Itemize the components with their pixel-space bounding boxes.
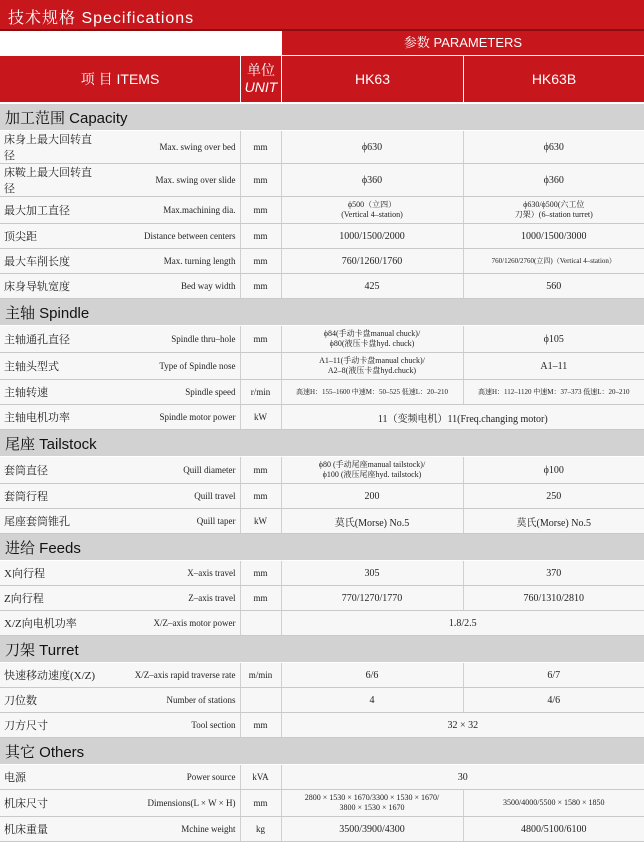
row-label-cn: 主轴通孔直径 [0, 326, 100, 353]
row-label-cn: 机床重量 [0, 817, 100, 842]
row-label-cn: 主轴头型式 [0, 353, 100, 380]
row-label-en: X–axis travel [100, 561, 240, 586]
row-label-cn: 电源 [0, 765, 100, 790]
section-title: 刀架 Turret [0, 636, 644, 663]
value-line: 刀架）(6–station turret) [514, 210, 593, 219]
value-hk63: 305 [281, 561, 463, 586]
table-row [0, 790, 644, 817]
table-row [0, 274, 644, 299]
row-label-en: Quill taper [100, 509, 240, 534]
row-unit: mm [240, 561, 281, 586]
row-label-en: Z–axis travel [100, 586, 240, 611]
row-unit: mm [240, 326, 281, 353]
table-row [0, 457, 644, 484]
row-label-en: Distance between centers [100, 224, 240, 249]
value-line: A1–11(手动卡盘manual chuck)/ [319, 356, 425, 365]
row-label-en: X/Z–axis motor power [100, 611, 240, 636]
row-label-cn: X向行程 [0, 561, 100, 586]
row-unit: mm [240, 131, 281, 164]
row-unit: mm [240, 197, 281, 224]
value-hk63 [281, 197, 463, 224]
value-hk63b: ϕ100 [463, 457, 644, 484]
value-hk63 [281, 457, 463, 484]
row-label-cn: 套筒行程 [0, 484, 100, 509]
value-hk63: 6/6 [281, 663, 463, 688]
value-hk63: 3500/3900/4300 [281, 817, 463, 842]
value-line: 2800 × 1530 × 1670/3300 × 1530 × 1670/ [304, 793, 440, 802]
table-row [0, 713, 644, 738]
row-unit: kg [240, 817, 281, 842]
value-hk63b: 4/6 [463, 688, 644, 713]
row-label-en: Quill diameter [100, 457, 240, 484]
page-title: 技术规格 Specifications [8, 10, 195, 27]
row-label-cn: 主轴转速 [0, 380, 100, 405]
value-hk63b: 6/7 [463, 663, 644, 688]
value-hk63b: 3500/4000/5500 × 1580 × 1850 [463, 790, 644, 817]
row-label-en: Type of Spindle nose [100, 353, 240, 380]
value-hk63b: 莫氏(Morse) No.5 [463, 509, 644, 534]
row-label-cn: 机床尺寸 [0, 790, 100, 817]
section-spindle [0, 299, 644, 326]
row-label-en: Max. swing over bed [100, 131, 240, 164]
table-row [0, 224, 644, 249]
table-row [0, 326, 644, 353]
model-b-header: HK63B [531, 71, 577, 87]
value-hk63b: 760/1310/2810 [463, 586, 644, 611]
row-label-cn: 刀位数 [0, 688, 100, 713]
value-hk63: 770/1270/1770 [281, 586, 463, 611]
section-title: 其它 Others [0, 738, 644, 765]
unit-header-cn: 单位 [247, 62, 275, 78]
row-label-cn: 床身上最大回转直径 [0, 131, 100, 164]
row-unit: mm [240, 484, 281, 509]
row-unit: mm [240, 274, 281, 299]
value-hk63 [281, 353, 463, 380]
model-a-header: HK63 [354, 71, 391, 87]
row-label-en: Max.machining dia. [100, 197, 240, 224]
row-unit [240, 353, 281, 380]
row-label-cn: 顶尖距 [0, 224, 100, 249]
table-row [0, 561, 644, 586]
row-label-cn: Z向行程 [0, 586, 100, 611]
row-unit: m/min [240, 663, 281, 688]
table-row [0, 484, 644, 509]
row-label-cn: 床身导轨宽度 [0, 274, 100, 299]
value-hk63b: 560 [463, 274, 644, 299]
row-label-cn: 快速移动速度(X/Z) [0, 663, 100, 688]
value-hk63b [463, 197, 644, 224]
row-label-cn: 床鞍上最大回转直径 [0, 164, 100, 197]
row-unit: kW [240, 509, 281, 534]
value-hk63: 4 [281, 688, 463, 713]
spec-table [0, 104, 644, 842]
value-hk63b: A1–11 [463, 353, 644, 380]
row-label-en: Tool section [100, 713, 240, 738]
row-label-cn: 尾座套筒锥孔 [0, 509, 100, 534]
value-hk63b: ϕ360 [463, 164, 644, 197]
parameters-label: 参数 PARAMETERS [282, 31, 644, 55]
row-unit: r/min [240, 380, 281, 405]
value-line: ϕ80(液压卡盘hyd. chuck) [329, 339, 415, 348]
row-label-cn: 主轴电机功率 [0, 405, 100, 430]
table-row [0, 688, 644, 713]
row-label-cn: 刀方尺寸 [0, 713, 100, 738]
table-row [0, 131, 644, 164]
section-capacity [0, 104, 644, 131]
row-label-en: Max. swing over slide [100, 164, 240, 197]
row-unit: kW [240, 405, 281, 430]
section-title: 主轴 Spindle [0, 299, 644, 326]
row-unit: mm [240, 790, 281, 817]
row-label-cn: 套筒直径 [0, 457, 100, 484]
table-row [0, 586, 644, 611]
value-hk63b: ϕ630 [463, 131, 644, 164]
value-line: ϕ100 (液压尾座hyd. tailstock) [322, 470, 422, 479]
value-hk63: ϕ630 [281, 131, 463, 164]
table-row [0, 509, 644, 534]
table-row [0, 353, 644, 380]
row-label-en: Power source [100, 765, 240, 790]
value-shared: 32 × 32 [281, 713, 644, 738]
row-unit: mm [240, 457, 281, 484]
table-row [0, 405, 644, 430]
unit-header-en: UNIT [244, 79, 278, 95]
row-label-en: Bed way width [100, 274, 240, 299]
row-label-en: Spindle speed [100, 380, 240, 405]
table-row [0, 765, 644, 790]
value-hk63: 莫氏(Morse) No.5 [281, 509, 463, 534]
value-line: A2–8(液压卡盘hyd.chuck) [327, 366, 417, 375]
value-hk63 [281, 790, 463, 817]
row-label-en: Number of stations [100, 688, 240, 713]
row-label-en: Dimensions(L × W × H) [100, 790, 240, 817]
value-hk63b: ϕ105 [463, 326, 644, 353]
table-row [0, 663, 644, 688]
value-line: ϕ500（立四） [347, 200, 397, 209]
items-header: 项 目 ITEMS [80, 71, 160, 87]
section-title: 尾座 Tailstock [0, 430, 644, 457]
value-line: ϕ630/ϕ500(六工位 [523, 200, 585, 209]
title-bar [0, 0, 644, 31]
row-label-cn: X/Z向电机功率 [0, 611, 100, 636]
table-header [0, 56, 644, 102]
table-row [0, 164, 644, 197]
unit-header [241, 56, 281, 102]
section-feeds [0, 534, 644, 561]
value-line: ϕ80 (手动尾座manual tailstock)/ [318, 460, 426, 469]
value-line: 3800 × 1530 × 1670 [339, 803, 405, 812]
value-hk63b: 760/1260/2760(立四)（Vertical 4–station） [463, 249, 644, 274]
table-row [0, 249, 644, 274]
row-label-en: Max. turning length [100, 249, 240, 274]
section-tailstock [0, 430, 644, 457]
section-title: 加工范围 Capacity [0, 104, 644, 131]
section-title: 进给 Feeds [0, 534, 644, 561]
table-row [0, 817, 644, 842]
row-unit [240, 611, 281, 636]
value-shared: 30 [281, 765, 644, 790]
value-hk63 [281, 326, 463, 353]
table-row [0, 197, 644, 224]
value-hk63b: 4800/5100/6100 [463, 817, 644, 842]
value-line: ϕ84(手动卡盘manual chuck)/ [323, 329, 421, 338]
row-unit [240, 688, 281, 713]
section-others [0, 738, 644, 765]
table-row [0, 611, 644, 636]
value-hk63b: 1000/1500/3000 [463, 224, 644, 249]
value-hk63: ϕ360 [281, 164, 463, 197]
value-hk63b: 高速H：112–1120 中速M：37–373 低速L：20–210 [463, 380, 644, 405]
row-unit: kVA [240, 765, 281, 790]
row-label-en: Mchine weight [100, 817, 240, 842]
row-label-cn: 最大车削长度 [0, 249, 100, 274]
row-unit: mm [240, 249, 281, 274]
row-unit: mm [240, 713, 281, 738]
row-unit: mm [240, 224, 281, 249]
value-shared: 11（变频电机）11(Freq.changing motor) [281, 405, 644, 430]
value-hk63: 760/1260/1760 [281, 249, 463, 274]
value-line: (Vertical 4–station) [341, 210, 403, 219]
row-label-cn: 最大加工直径 [0, 197, 100, 224]
row-unit: mm [240, 586, 281, 611]
value-hk63b: 370 [463, 561, 644, 586]
row-unit: mm [240, 164, 281, 197]
value-hk63b: 250 [463, 484, 644, 509]
value-hk63: 425 [281, 274, 463, 299]
row-label-en: Quill travel [100, 484, 240, 509]
value-hk63: 1000/1500/2000 [281, 224, 463, 249]
value-hk63: 高速H：155–1600 中速M：50–525 低速L：20–210 [281, 380, 463, 405]
value-hk63: 200 [281, 484, 463, 509]
row-label-en: Spindle motor power [100, 405, 240, 430]
table-row [0, 380, 644, 405]
row-label-en: X/Z–axis rapid traverse rate [100, 663, 240, 688]
value-shared: 1.8/2.5 [281, 611, 644, 636]
section-turret [0, 636, 644, 663]
row-label-en: Spindle thru–hole [100, 326, 240, 353]
